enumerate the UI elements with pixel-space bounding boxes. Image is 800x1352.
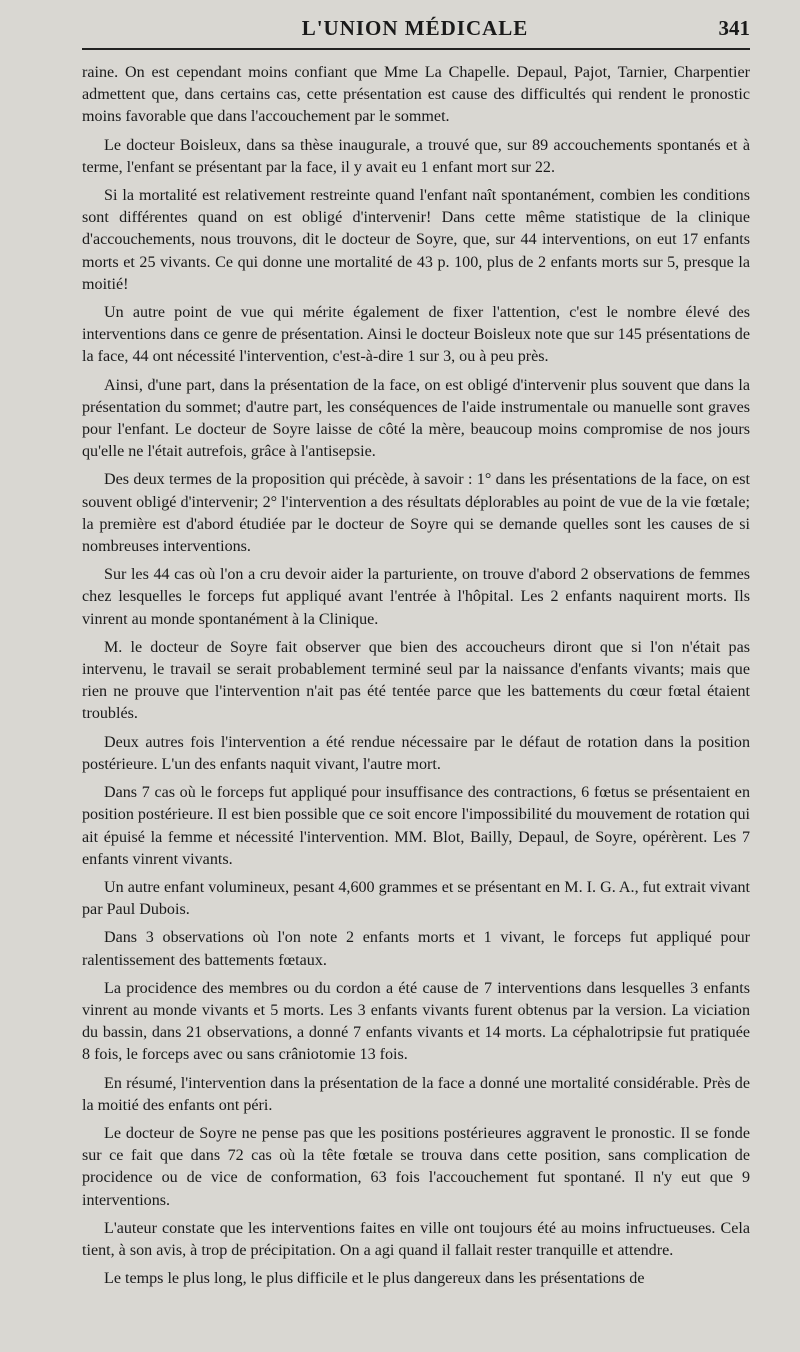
paragraph: raine. On est cependant moins confiant que Mme La Chapelle. Depaul, Pajot, Tarnier, Charpentier admettent que, dans certains cas, cette présentation est cause des difficultés qui rendent le pronostic moins favorable que dans l'accouchement par le sommet. [82,64,750,126]
paragraph: Dans 7 cas où le forceps fut appliqué pour insuffisance des contractions, 6 fœtus se présentaient en position postérieure. Il est bien possible que ce soit encore l'impossibilité du mouvement de rotation qui ait épuisé la femme et nécessité l'intervention. MM. Blot, Bailly, Depaul, de Soyre, opérèrent. Les 7 enfants vinrent vivants. [82,784,750,868]
journal-title: L'UNION MÉDICALE [301,16,529,40]
paragraph: Le docteur de Soyre ne pense pas que les positions postérieures aggravent le pronostic. Il se fonde sur ce fait que dans 72 cas où la tête fœtale se trouva dans cette position, sans complication de procidence ou de vice de conformation, 63 fois l'accouchement fut spontané. Il n'y eut que 9 interventions. [82,1124,750,1209]
paragraph: Le docteur Boisleux, dans sa thèse inaugurale, a trouvé que, sur 89 accouchements spontanés et à terme, l'enfant se présentant par la face, il y avait eu 1 enfant mort sur 22. [82,136,750,176]
paragraph: Des deux termes de la proposition qui précède, à savoir : 1° dans les présentations de la face, on est souvent obligé d'intervenir; 2° l'intervention a des résultats déplorables au point de vue de la vie fœtale; la première est d'abord étudiée par le docteur de Soyre qui se demande quelles sont les causes de si nombreuses interventions. [82,471,750,556]
header-rule [82,48,750,50]
paragraph: L'auteur constate que les interventions faites en ville ont toujours été au moins infructueuses. Cela tient, à son avis, à trop de précipitation. On a agi quand il fallait rester tranquille et attendre. [82,1219,750,1259]
paragraph: Un autre enfant volumineux, pesant 4,600 grammes et se présentant en M. I. G. A., fut extrait vivant par Paul Dubois. [82,878,750,919]
paragraph: La procidence des membres ou du cordon a été cause de 7 interventions dans lesquelles 3 enfants vinrent au monde vivants et 5 morts. Les 3 enfants vivants furent obtenus par la version. La viciation du bassin, dans 21 observations, a donné 7 enfants vivants et 14 morts. La céphalotripsie fut pratiquée 8 fois, le forceps avec ou sans crâniotomie 13 fois. [82,979,750,1064]
paragraph: Le temps le plus long, le plus difficile et le plus dangereux dans les présentations de [104,1270,645,1288]
page-number: 341 [718,16,750,40]
running-header [80,14,750,48]
paragraph: Sur les 44 cas où l'on a cru devoir aider la parturiente, on trouve d'abord 2 observations de femmes chez lesquelles le forceps fut appliqué avant l'entrée à l'hôpital. Les 2 enfants naquirent morts. Ils vinrent au monde spontanément à la Clinique. [82,566,750,628]
paragraph: Si la mortalité est relativement restreinte quand l'enfant naît spontanément, combien les conditions sont différentes quand on est obligé d'intervenir! Dans cette même statistique de la clinique d'accouchements, nous trouvons, dit le docteur de Soyre, que, sur 44 interventions, on eut 17 enfants morts et 25 vivants. Ce qui donne une mortalité de 43 p. 100, plus de 2 enfants morts sur 5, presque la moitié! [82,187,750,293]
paragraph: M. le docteur de Soyre fait observer que bien des accoucheurs diront que si l'on n'était pas intervenu, le travail se serait probablement terminé seul par la naissance d'enfants vivants; mais que rien ne prouve que l'intervention n'ait pas été tentée parce que les battements du cœur fœtal étaient troublés. [82,638,750,723]
paragraph: Deux autres fois l'intervention a été rendue nécessaire par le défaut de rotation dans la position postérieure. L'un des enfants naquit vivant, l'autre mort. [82,733,750,773]
paragraph: Ainsi, d'une part, dans la présentation de la face, on est obligé d'intervenir plus souvent que dans la présentation du sommet; d'autre part, les conséquences de l'aide instrumentale ou manuelle sont graves pour l'enfant. Le docteur de Soyre laisse de côté la mère, beaucoup moins compromise de nos jours qu'elle ne l'était autrefois, grâce à l'antisepsie. [82,376,750,461]
paragraph: Dans 3 observations où l'on note 2 enfants morts et 1 vivant, le forceps fut appliqué pour ralentissement des battements fœtaux. [82,929,750,969]
paragraph: Un autre point de vue qui mérite également de fixer l'attention, c'est le nombre élevé des interventions dans ce genre de présentation. Ainsi le docteur Boisleux note que sur 145 présentations de la face, 44 ont nécessité l'intervention, c'est-à-dire 1 sur 3, ou à peu près. [82,304,750,366]
article-body [82,62,750,1296]
paragraph: En résumé, l'intervention dans la présentation de la face a donné une mortalité considérable. Près de la moitié des enfants ont péri. [82,1074,750,1114]
